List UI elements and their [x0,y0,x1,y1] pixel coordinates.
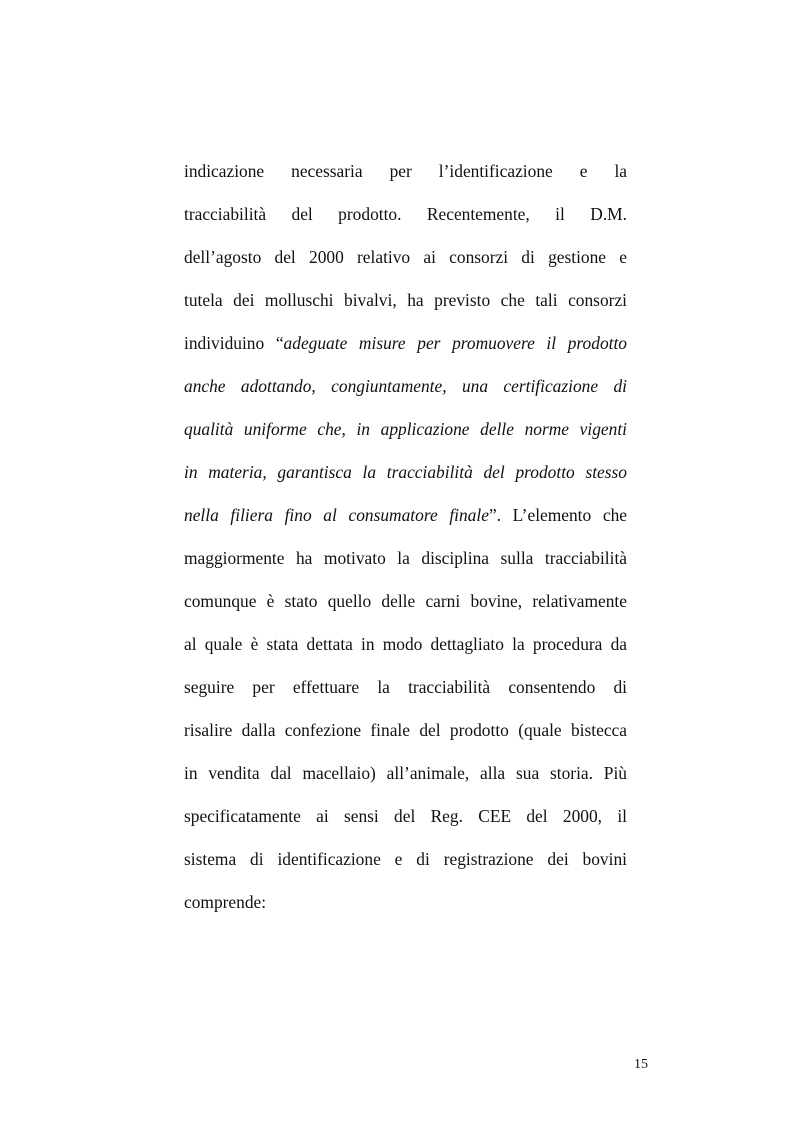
quote-lead-text: individuino “ [184,333,284,353]
quoted-italic-text: adeguate misure per promuovere il prodotto [283,333,627,353]
text-line: indicazione necessaria per l’identificazione e la [184,161,627,181]
text-line: comunque è stato quello delle carni bovine, relativamente [184,591,627,611]
quoted-italic-text: nella filiera fino al consumatore finale [184,505,489,525]
text-line [184,451,627,494]
page-number: 15 [634,1057,648,1072]
text-line: sistema di identificazione e di registrazione dei bovini [184,849,627,869]
text-line: specificatamente ai sensi del Reg. CEE del 2000, il [184,806,627,826]
text-line: seguire per effettuare la tracciabilità consentendo di [184,677,627,697]
text-line: risalire dalla confezione finale del prodotto (quale bistecca [184,720,627,740]
quoted-italic-text: in materia, garantisca la tracciabilità del prodotto stesso [184,462,627,482]
text-line: maggiormente ha motivato la disciplina sulla tracciabilità [184,548,627,568]
body-paragraph [184,150,627,924]
text-line [184,365,627,408]
text-line [184,408,627,451]
quoted-italic-text: qualità uniforme che, in applicazione delle norme vigenti [184,419,627,439]
text-line [184,494,627,537]
text-line: comprende: [184,892,267,912]
text-line [184,322,627,365]
text-line: tutela dei molluschi bivalvi, ha previsto che tali consorzi [184,290,627,310]
quote-trail-text: ”. L’elemento che [488,505,627,525]
text-line: dell’agosto del 2000 relativo ai consorzi di gestione e [184,247,627,267]
text-line: al quale è stata dettata in modo dettagliato la procedura da [184,634,627,654]
text-line: in vendita dal macellaio) all’animale, alla sua storia. Più [184,763,627,783]
quoted-italic-text: anche adottando, congiuntamente, una certificazione di [184,376,627,396]
text-line: tracciabilità del prodotto. Recentemente, il D.M. [184,204,627,224]
